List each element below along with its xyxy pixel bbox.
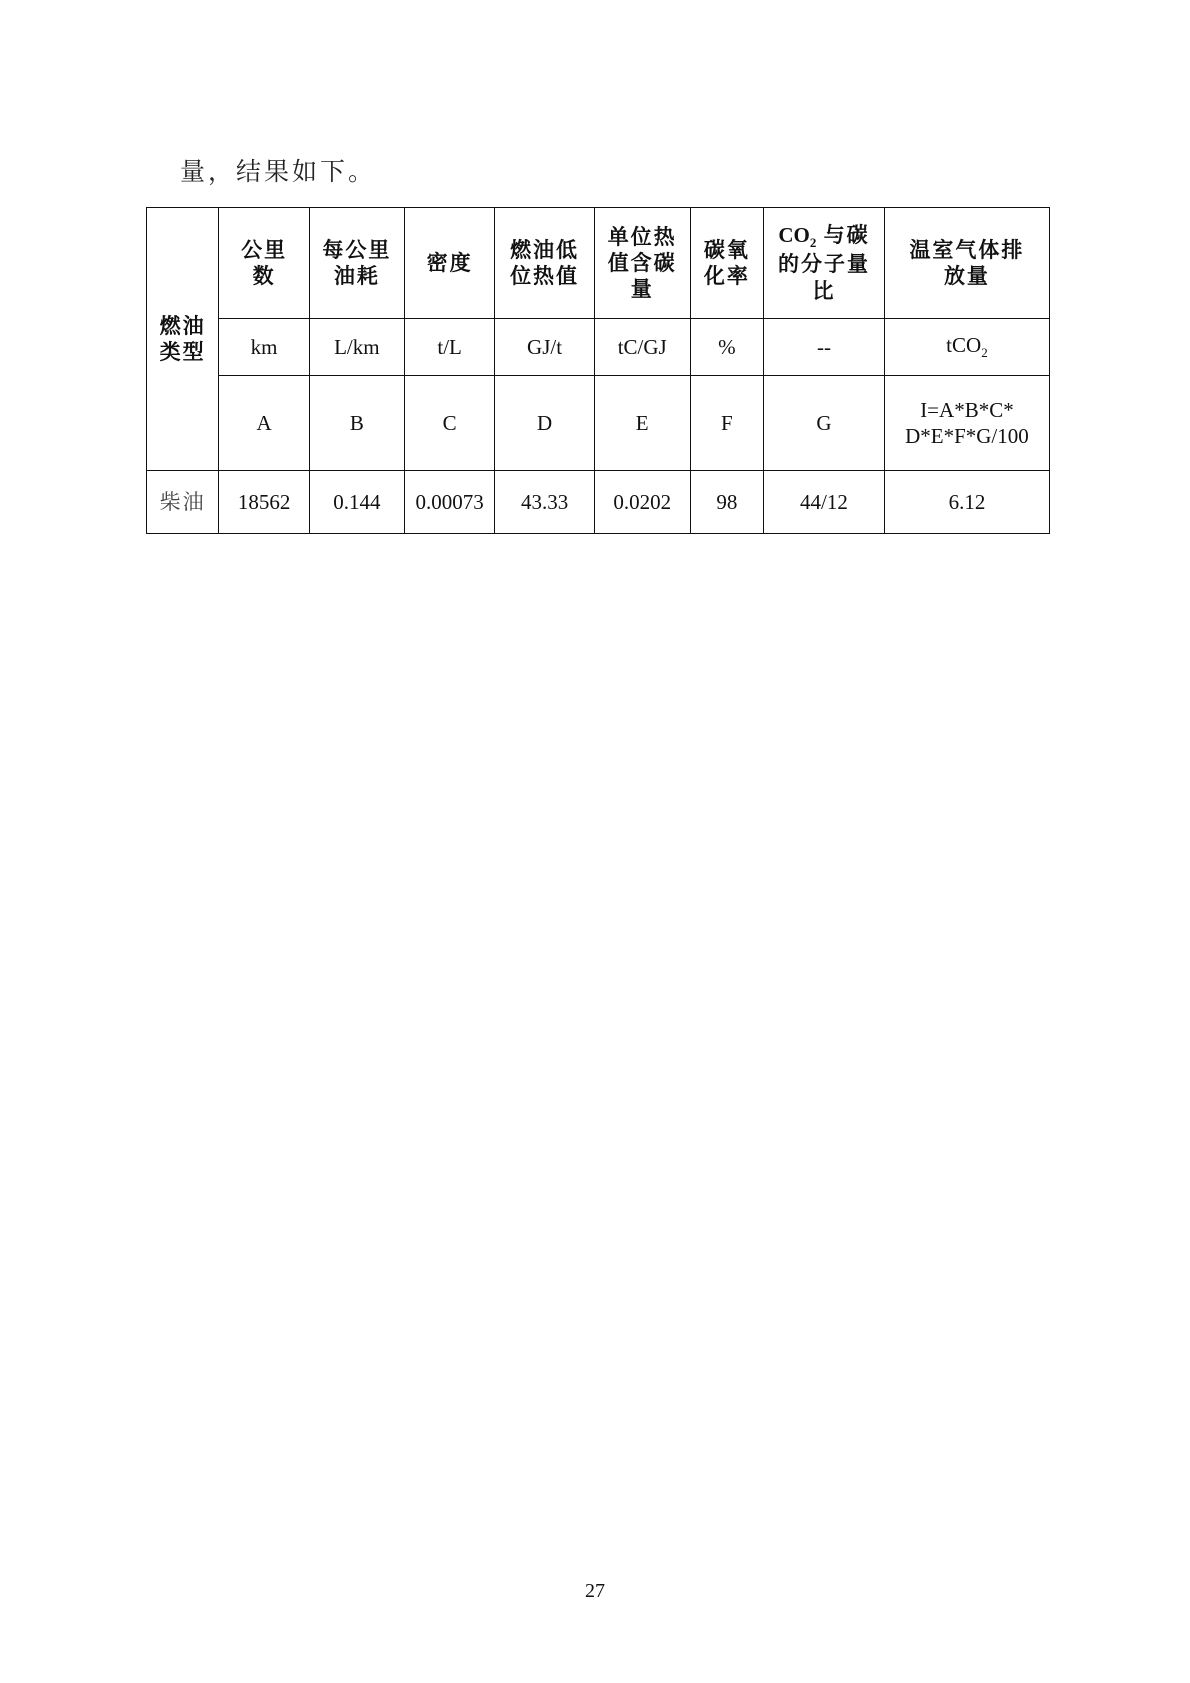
- page-number: 27: [585, 1580, 605, 1602]
- fuel-type-header: 燃油 类型: [147, 208, 219, 471]
- unit-cell: L/km: [309, 319, 404, 376]
- unit-cell: %: [690, 319, 763, 376]
- header-fuel-per-km: 每公里 油耗: [309, 208, 404, 319]
- unit-cell: km: [219, 319, 310, 376]
- unit-row: [147, 319, 1050, 376]
- symbol-cell: D: [495, 376, 594, 471]
- unit-cell-emission: tCO$_2$: [884, 319, 1049, 376]
- unit-cell: tC/GJ: [594, 319, 690, 376]
- table-row: [147, 471, 1050, 534]
- unit-cell: GJ/t: [495, 319, 594, 376]
- header-distance: 公里 数: [219, 208, 310, 319]
- symbol-cell: C: [404, 376, 495, 471]
- data-cell: 43.33: [495, 471, 594, 534]
- symbol-cell: B: [309, 376, 404, 471]
- symbol-cell: A: [219, 376, 310, 471]
- header-net-calorific-value: 燃油低 位热值: [495, 208, 594, 319]
- symbol-row: [147, 376, 1050, 471]
- unit-cell: --: [764, 319, 885, 376]
- header-oxidation-rate: 碳氧 化率: [690, 208, 763, 319]
- data-cell: 44/12: [764, 471, 885, 534]
- symbol-cell: F: [690, 376, 763, 471]
- data-cell: 0.144: [309, 471, 404, 534]
- unit-cell: t/L: [404, 319, 495, 376]
- intro-text: 量，结果如下。: [180, 157, 377, 186]
- header-ghg-emission: 温室气体排 放量: [884, 208, 1049, 319]
- data-cell: 98: [690, 471, 763, 534]
- data-cell: 18562: [219, 471, 310, 534]
- formula-cell: I=A*B*C* D*E*F*G/100: [884, 376, 1049, 471]
- fuel-type-cell: 柴油: [147, 471, 219, 534]
- data-cell: 0.0202: [594, 471, 690, 534]
- symbol-cell: G: [764, 376, 885, 471]
- header-co2-carbon-ratio: $CO_2$ 与碳 的分子量 比: [764, 208, 885, 319]
- header-row: [147, 208, 1050, 319]
- header-carbon-content: 单位热 值含碳 量: [594, 208, 690, 319]
- emission-table: [146, 207, 1050, 534]
- header-density: 密度: [404, 208, 495, 319]
- data-cell: 0.00073: [404, 471, 495, 534]
- symbol-cell: E: [594, 376, 690, 471]
- data-cell: 6.12: [884, 471, 1049, 534]
